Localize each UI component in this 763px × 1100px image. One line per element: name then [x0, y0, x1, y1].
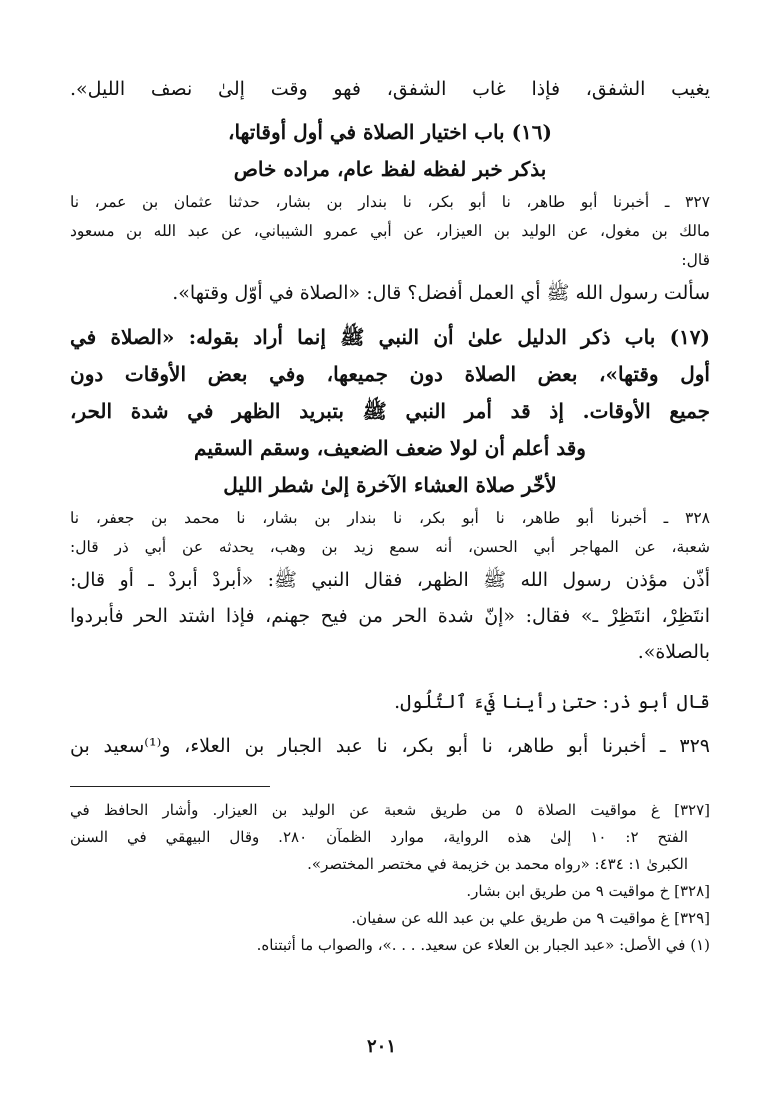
- hadith-line: انتَظِرْ، انتَظِرْ ـ» فقال: «إنّ شدة الحر من فيح جهنم، فإذا اشتد الحر فأبردوا: [70, 605, 710, 627]
- chapter-17-title: (١٧) باب ذكر الدليل علىٰ أن النبي ﷺ إنما أراد بقوله: «الصلاة في: [70, 325, 710, 349]
- isnad-line: ٣٢٧ ـ أخبرنا أبو طاهر، نا أبو بكر، نا بندار بن بشار، حدثنا عثمان بن عمر، نا: [70, 193, 710, 211]
- chapter-16-subtitle: بذكر خبر لفظه لفظ عام، مراده خاص: [233, 157, 547, 181]
- chapter-16-title: (١٦) باب اختيار الصلاة في أول أوقاتها،: [227, 120, 552, 144]
- footnote-line: الكبرىٰ ١: ٤٣٤: «رواه محمد بن خزيمة في مختصر المختصر».: [307, 855, 688, 873]
- hadith-line: ٣٢٩ ـ أخبرنا أبو طاهر، نا أبو بكر، نا عبد الجبار بن العلاء، و⁽¹⁾سعيد بن: [70, 735, 710, 757]
- hadith-line: بالصلاة».: [637, 641, 710, 663]
- chapter-17-title: وقد أعلم أن لولا ضعف الضعيف، وسقم السقيم: [194, 436, 586, 460]
- isnad-line: ٣٢٨ ـ أخبرنا أبو طاهر، نا أبو بكر، نا بندار بن بشار، نا محمد بن جعفر، نا: [70, 509, 710, 527]
- isnad-line: شعبة، عن المهاجر أبي الحسن، أنه سمع زيد بن وهب، يحدثه عن أبي ذر قال:: [70, 538, 710, 556]
- page-number: ٢٠١: [366, 1036, 396, 1057]
- hadith-line: أذّن مؤذن رسول الله ﷺ الظهر، فقال النبي ﷺ: «أبردْ أبردْ ـ أو قال:: [70, 569, 710, 591]
- footnote-separator: [70, 786, 270, 787]
- footnote-note: (١) في الأصل: «عبد الجبار بن العلاء عن سعيد. . . .»، والصواب ما أثبتناه.: [256, 936, 710, 954]
- book-page: [70, 72, 710, 959]
- chapter-17-title: أول وقتها»، بعض الصلاة دون جميعها، وفي بعض الأوقات دون: [70, 362, 710, 386]
- footnote-line: [٣٢٩] غ مواقيت ٩ من طريق علي بن عبد الله عن سفيان.: [351, 909, 710, 927]
- isnad-line: قال:: [681, 251, 710, 269]
- footnote-line: [٣٢٨] خ مواقيت ٩ من طريق ابن بشار.: [466, 882, 710, 900]
- hadith-line: سألت رسول الله ﷺ أي العمل أفضل؟ قال: «الصلاة في أوّل وقتها».: [172, 282, 710, 304]
- chapter-17-title: جميع الأوقات. إذ قد أمر النبي ﷺ بتبريد الظهر في شدة الحر،: [70, 399, 711, 423]
- footnote-line: الفتح ٢: ١٠ إلىٰ هذه الرواية، موارد الظمآن ٢٨٠. وقال البيهقي في السنن: [70, 828, 688, 846]
- isnad-line: مالك بن مغول، عن الوليد بن العيزار، عن أبي عمرو الشيباني، عن عبد الله بن مسعود: [70, 222, 710, 240]
- chapter-17-title: لأخّر صلاة العشاء الآخرة إلىٰ شطر الليل: [223, 473, 557, 497]
- text-line: يغيب الشفق، فإذا غاب الشفق، فهو وقت إلىٰ نصف الليل».: [70, 78, 710, 100]
- footnote-line: [٣٢٧] غ مواقيت الصلاة ٥ من طريق شعبة عن الوليد بن العيزار. وأشار الحافظ في: [70, 801, 710, 819]
- hadith-line: قال أبو ذر: حتىٰ رأينا فَيءَ ٱلتُلُول.: [394, 691, 710, 713]
